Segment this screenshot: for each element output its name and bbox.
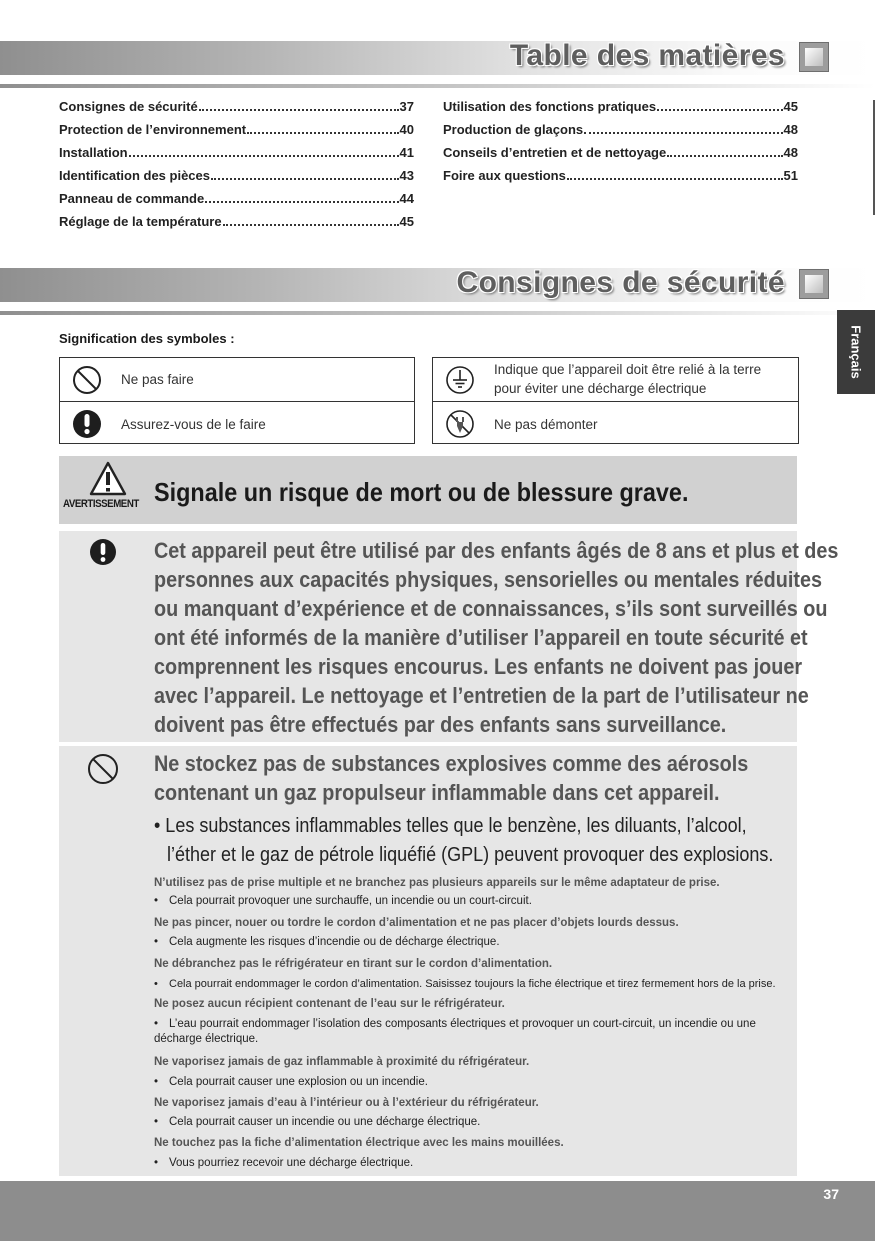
block1-line: doivent pas être effectués par des enfants sans surveillance. xyxy=(154,712,727,737)
item-heading: Ne vaporisez jamais d’eau à l’intérieur ou à l’extérieur du réfrigérateur. xyxy=(154,1097,539,1109)
block2-heading: Ne stockez pas de substances explosives comme des aérosols xyxy=(154,751,749,776)
toc-entry[interactable]: Réglage de la température 45 xyxy=(59,214,414,229)
symbol-label: Assurez-vous de le faire xyxy=(121,417,266,432)
item-body: • L’eau pourrait endommager l’isolation des composants électriques et provoquer un court-circuit, un incendie ou une xyxy=(154,1018,756,1030)
symbols-table-right xyxy=(432,357,799,444)
toc-entry[interactable]: Conseils d’entretien et de nettoyage 48 xyxy=(443,145,798,160)
prohibited-icon xyxy=(72,365,102,395)
toc-header-square-icon xyxy=(799,42,829,72)
item-body: • Vous pourriez recevoir une décharge électrique. xyxy=(154,1157,414,1169)
item-heading: N’utilisez pas de prise multiple et ne branchez pas plusieurs appareils sur le même adaptateur de prise. xyxy=(154,877,720,889)
warning-triangle-icon xyxy=(89,460,127,498)
symbol-label: Ne pas démonter xyxy=(494,417,598,432)
block2-bullet-cont: l’éther et le gaz de pétrole liquéfié (GPL) peuvent provoquer des explosions. xyxy=(167,844,774,866)
no-disassembly-icon xyxy=(445,409,475,439)
block1-line: comprennent les risques encourus. Les enfants ne doivent pas jouer xyxy=(154,654,803,679)
toc-entry[interactable]: Consignes de sécurité 37 xyxy=(59,99,414,114)
mandatory-exclamation-icon xyxy=(72,409,102,439)
toc-entry[interactable]: Utilisation des fonctions pratiques 45 xyxy=(443,99,798,114)
item-body: • Cela pourrait provoquer une surchauffe, un incendie ou un court-circuit. xyxy=(154,895,532,907)
safety-title: Consignes de sécurité xyxy=(456,266,785,299)
item-heading: Ne touchez pas la fiche d’alimentation électrique avec les mains mouillées. xyxy=(154,1137,564,1149)
item-body: • Cela pourrait causer une explosion ou un incendie. xyxy=(154,1076,428,1088)
symbol-row xyxy=(60,358,414,401)
item-heading: Ne vaporisez jamais de gaz inflammable à proximité du réfrigérateur. xyxy=(154,1056,530,1068)
toc-entry[interactable]: Panneau de commande 44 xyxy=(59,191,414,206)
block1-line: Cet appareil peut être utilisé par des enfants âgés de 8 ans et plus et des xyxy=(154,538,839,563)
warning-block-explosives xyxy=(59,746,797,1176)
item-heading: Ne débranchez pas le réfrigérateur en tirant sur le cordon d’alimentation. xyxy=(154,958,553,970)
block1-line: ont été informés de la manière d’utiliser l’appareil en toute sécurité et xyxy=(154,625,808,650)
prohibited-icon xyxy=(86,752,120,786)
item-heading: Ne pas pincer, nouer ou tordre le cordon d’alimentation et ne pas placer d’objets lourds dessus. xyxy=(154,917,679,929)
language-tab[interactable]: Français xyxy=(837,310,875,394)
symbols-title: Signification des symboles : xyxy=(59,331,235,346)
mandatory-exclamation-icon xyxy=(86,535,120,569)
safety-header-underline xyxy=(0,311,875,315)
block1-line: avec l’appareil. Le nettoyage et l’entretien de la part de l’utilisateur ne xyxy=(154,683,809,708)
toc-entry[interactable]: Installation 41 xyxy=(59,145,414,160)
item-heading: Ne posez aucun récipient contenant de l’eau sur le réfrigérateur. xyxy=(154,998,505,1010)
page-number: 37 xyxy=(823,1186,839,1202)
toc-title: Table des matières xyxy=(509,39,785,72)
warning-header xyxy=(59,456,797,524)
block2-bullet: • Les substances inflammables telles que le benzène, les diluants, l’alcool, xyxy=(154,815,747,837)
block1-line: ou manquant d’expérience et de connaissances, s’ils sont surveillés ou xyxy=(154,596,828,621)
item-body: • Cela augmente les risques d’incendie ou de décharge électrique. xyxy=(154,936,500,948)
warning-label: AVERTISSEMENT xyxy=(63,498,139,510)
item-body: • Cela pourrait endommager le cordon d’alimentation. Saisissez toujours la fiche électrique et tirez fermement hors de la prise. xyxy=(154,978,776,990)
symbol-row xyxy=(60,401,414,445)
toc-entry[interactable]: Protection de l’environnement 40 xyxy=(59,122,414,137)
item-body-cont: décharge électrique. xyxy=(154,1033,259,1045)
warning-title: Signale un risque de mort ou de blessure grave. xyxy=(154,477,689,507)
symbols-table-left xyxy=(59,357,415,444)
page-footer xyxy=(0,1181,875,1241)
symbol-label: Ne pas faire xyxy=(121,372,194,387)
toc-header-underline xyxy=(0,84,875,88)
toc-entry[interactable]: Identification des pièces 43 xyxy=(59,168,414,183)
toc-entry[interactable]: Production de glaçons 48 xyxy=(443,122,798,137)
toc-left-column xyxy=(59,99,414,237)
symbol-row xyxy=(433,401,798,445)
symbol-label: Indique que l’appareil doit être relié à la terre pour éviter une décharge électrique xyxy=(494,362,762,396)
item-body: • Cela pourrait causer un incendie ou une décharge électrique. xyxy=(154,1116,481,1128)
ground-earth-icon xyxy=(445,365,475,395)
block2-heading: contenant un gaz propulseur inflammable dans cet appareil. xyxy=(154,780,720,805)
toc-entry[interactable]: Foire aux questions 51 xyxy=(443,168,798,183)
warning-block-children xyxy=(59,531,839,742)
safety-header-square-icon xyxy=(799,269,829,299)
symbol-row xyxy=(433,358,798,401)
toc-right-column xyxy=(443,99,798,191)
block1-line: personnes aux capacités physiques, sensorielles ou mentales réduites xyxy=(154,567,822,592)
